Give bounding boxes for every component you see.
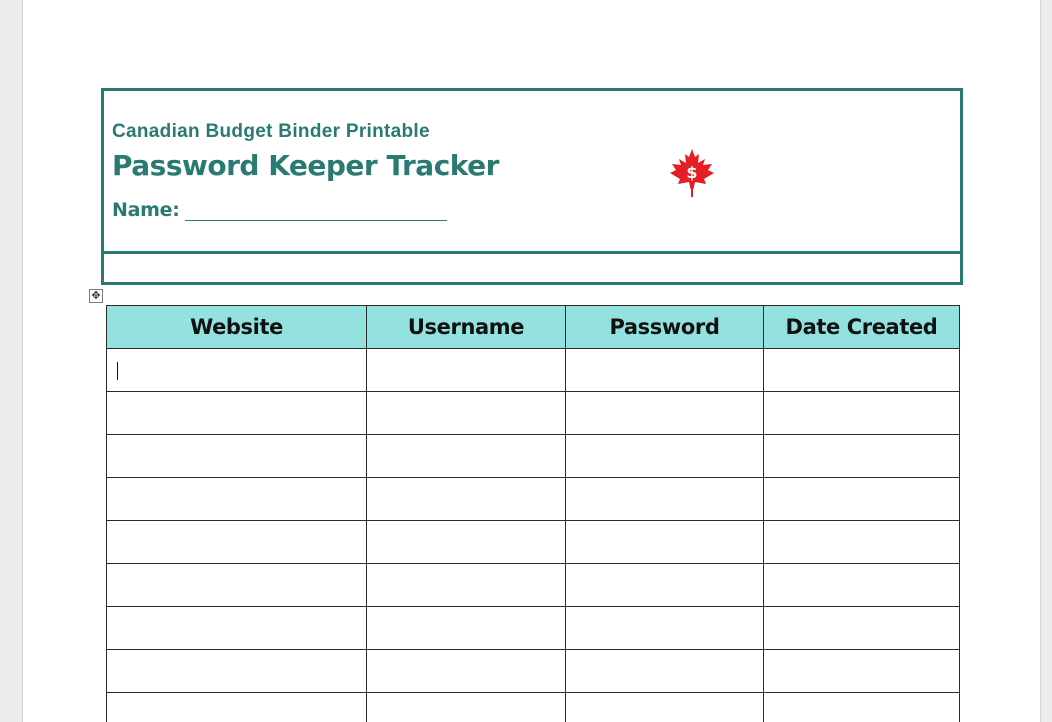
table-cell-username[interactable] [367,607,566,650]
table-cell-password[interactable] [566,564,764,607]
table-cell-website[interactable] [107,349,367,392]
table-cell-date-created[interactable] [764,521,960,564]
table-cell-website[interactable] [107,521,367,564]
table-cell-website[interactable] [107,693,367,722]
header-title-area [104,91,960,254]
table-row [107,435,960,478]
column-header-password[interactable]: Password [566,306,764,349]
table-cell-password[interactable] [566,392,764,435]
table-cell-password[interactable] [566,349,764,392]
text-cursor [117,362,118,380]
table-cell-username[interactable] [367,693,566,722]
table-cell-website[interactable] [107,478,367,521]
document-page[interactable] [22,0,1041,722]
table-cell-username[interactable] [367,478,566,521]
table-cell-password[interactable] [566,478,764,521]
table-cell-website[interactable] [107,392,367,435]
table-cell-date-created[interactable] [764,349,960,392]
table-cell-password[interactable] [566,435,764,478]
table-cell-website[interactable] [107,564,367,607]
table-cell-date-created[interactable] [764,392,960,435]
table-row [107,693,960,722]
table-cell-date-created[interactable] [764,693,960,722]
column-header-username[interactable]: Username [367,306,566,349]
logo-dollar-sign: $ [686,163,698,182]
header-box [101,88,963,285]
table-cell-username[interactable] [367,650,566,693]
table-cell-password[interactable] [566,521,764,564]
table-cell-date-created[interactable] [764,650,960,693]
name-label: Name: [112,199,180,221]
password-table [106,305,960,722]
document-subtitle[interactable]: Canadian Budget Binder Printable [112,121,430,142]
table-row [107,650,960,693]
table-cell-username[interactable] [367,521,566,564]
name-blank-line[interactable] [185,202,447,221]
table-cell-password[interactable] [566,693,764,722]
column-header-date-created[interactable]: Date Created [764,306,960,349]
name-field[interactable] [112,199,447,221]
table-row [107,607,960,650]
column-header-website[interactable]: Website [107,306,367,349]
table-header-row [107,306,960,349]
move-arrows-icon[interactable]: ✥ [89,289,103,303]
maple-leaf-dollar-icon [668,147,716,199]
table-row [107,478,960,521]
table-cell-date-created[interactable] [764,478,960,521]
table-cell-date-created[interactable] [764,435,960,478]
table-cell-website[interactable] [107,607,367,650]
table-cell-username[interactable] [367,349,566,392]
document-title[interactable]: Password Keeper Tracker [112,149,499,182]
table-row [107,349,960,392]
table-row [107,392,960,435]
table-row [107,564,960,607]
table-row [107,521,960,564]
table-cell-username[interactable] [367,392,566,435]
table-cell-website[interactable] [107,650,367,693]
table-cell-password[interactable] [566,650,764,693]
table-cell-date-created[interactable] [764,607,960,650]
table-cell-website[interactable] [107,435,367,478]
table-cell-username[interactable] [367,435,566,478]
table-cell-password[interactable] [566,607,764,650]
table-cell-username[interactable] [367,564,566,607]
table-cell-date-created[interactable] [764,564,960,607]
